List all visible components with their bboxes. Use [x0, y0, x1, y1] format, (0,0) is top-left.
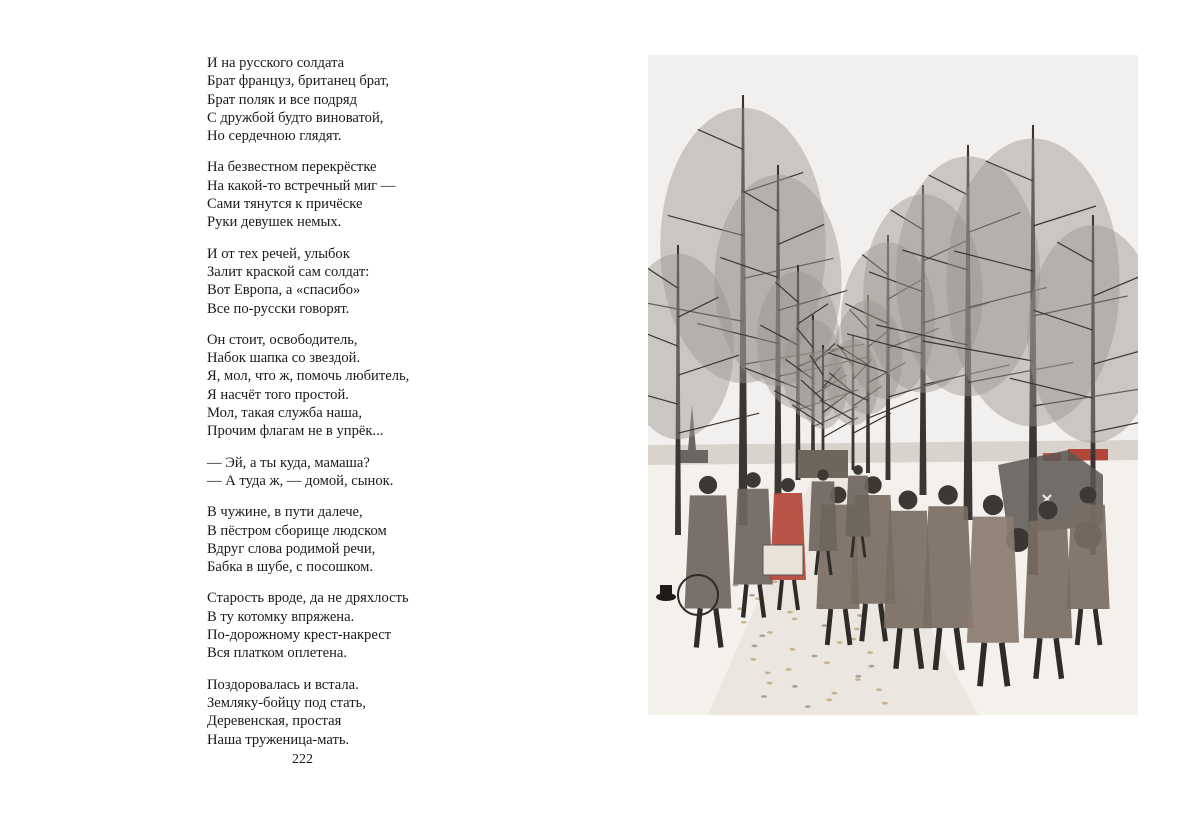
- person-head: [817, 469, 828, 480]
- stanza: [207, 503, 567, 576]
- poem-text: [207, 54, 567, 762]
- stanza: [207, 454, 567, 491]
- footprint-mark: [749, 594, 755, 597]
- footprint-mark: [759, 634, 765, 637]
- poem-line: На какой-то встречный миг —: [207, 177, 396, 194]
- person-coat: [1066, 505, 1109, 609]
- footprint-mark: [792, 685, 798, 688]
- poem-line: Вся платком оплетена.: [207, 645, 348, 662]
- poem-line: Деревенская, простая: [207, 713, 342, 730]
- poem-line: Старость вроде, да не дряхлость: [207, 590, 409, 607]
- stanza: [207, 331, 567, 441]
- poem-line: Но сердечною глядят.: [207, 128, 342, 145]
- poem-line: Земляку-бойцу под стать,: [207, 694, 366, 711]
- person-coat: [845, 476, 870, 537]
- poem-line: В чужине, в пути далече,: [207, 504, 363, 521]
- person-coat: [967, 517, 1019, 643]
- footprint-mark: [867, 651, 873, 654]
- footprint-mark: [786, 668, 792, 671]
- footprint-mark: [791, 617, 797, 620]
- page-number: 222: [292, 752, 313, 767]
- hat-icon: [660, 585, 672, 597]
- footprint-mark: [767, 682, 773, 685]
- cart-icon: [763, 545, 803, 575]
- stanza: [207, 54, 567, 145]
- poem-line: С дружбой будто виноватой,: [207, 109, 384, 126]
- footprint-mark: [868, 665, 874, 668]
- poem-line: Прочим флагам не в упрёк...: [207, 423, 384, 440]
- poem-line: Мол, такая служба наша,: [207, 405, 362, 422]
- person-head: [853, 465, 863, 475]
- poem-line: Я, мол, что ж, помочь любитель,: [207, 368, 410, 385]
- poem-line: Бабка в шубе, с посошком.: [207, 559, 374, 576]
- footprint-mark: [750, 658, 756, 661]
- poem-line: Я насчёт того простой.: [207, 386, 349, 403]
- footprint-mark: [751, 644, 757, 647]
- poem-line: — Эй, а ты куда, мамаша?: [207, 454, 370, 471]
- illustration: [648, 55, 1138, 715]
- person-head: [1039, 501, 1058, 520]
- poem-line: Наша труженица-мать.: [207, 731, 350, 748]
- poem-line: Брат поляк и все подряд: [207, 91, 358, 108]
- footprint-mark: [855, 678, 861, 681]
- footprint-mark: [811, 655, 817, 658]
- footprint-mark: [831, 692, 837, 695]
- poem-line: По-дорожному крест-накрест: [207, 627, 392, 644]
- poem-line: Набок шапка со звездой.: [207, 350, 361, 367]
- footprint-mark: [805, 705, 811, 708]
- poem-line: Он стоит, освободитель,: [207, 331, 358, 348]
- person-head: [938, 485, 958, 505]
- person-head: [983, 495, 1003, 515]
- poem-line: Руки девушек немых.: [207, 214, 342, 231]
- poem-line: И от тех речей, улыбок: [207, 245, 350, 262]
- footprint-mark: [826, 698, 832, 701]
- poem-line: Вдруг слова родимой речи,: [207, 540, 376, 557]
- poem-line: Залит краской сам солдат:: [207, 263, 370, 280]
- person-coat: [809, 481, 838, 551]
- person-coat: [923, 506, 973, 628]
- footprint-mark: [855, 675, 861, 678]
- footprint-mark: [882, 702, 888, 705]
- person-coat: [685, 495, 732, 608]
- footprint-mark: [789, 648, 795, 651]
- person-head: [781, 478, 795, 492]
- footprint-mark: [854, 628, 860, 631]
- poem-line: И на русского солдата: [207, 55, 345, 71]
- footprint-mark: [876, 688, 882, 691]
- footprint-mark: [787, 611, 793, 614]
- poem-line: Брат француз, британец брат,: [207, 73, 390, 90]
- footprint-mark: [765, 671, 771, 674]
- poem-line: Все по-русски говорят.: [207, 300, 350, 317]
- person-head: [745, 472, 760, 487]
- person-head: [1080, 487, 1097, 504]
- poem-line: В пёстром сборище людском: [207, 522, 387, 539]
- footprint-mark: [741, 621, 747, 624]
- footprint-mark: [761, 695, 767, 698]
- person-coat: [1024, 521, 1073, 638]
- person-head: [699, 476, 717, 494]
- poem-line: Поздоровалась и встала.: [207, 676, 359, 693]
- footprint-mark: [824, 661, 830, 664]
- poem-line: Сами тянутся к причёске: [207, 196, 363, 213]
- poem-line: На безвестном перекрёстке: [207, 159, 377, 176]
- poem-line: — А туда ж, — домой, сынок.: [207, 472, 394, 489]
- person-head: [899, 491, 918, 510]
- footprint-mark: [837, 641, 843, 644]
- footprint-mark: [767, 631, 773, 634]
- stanza: [207, 589, 567, 662]
- poem-line: В ту котомку впряжена.: [207, 608, 355, 625]
- stanza: [207, 676, 567, 749]
- stanza: [207, 158, 567, 231]
- stanza: [207, 245, 567, 318]
- poem-line: Вот Европа, а «спасибо»: [207, 282, 361, 299]
